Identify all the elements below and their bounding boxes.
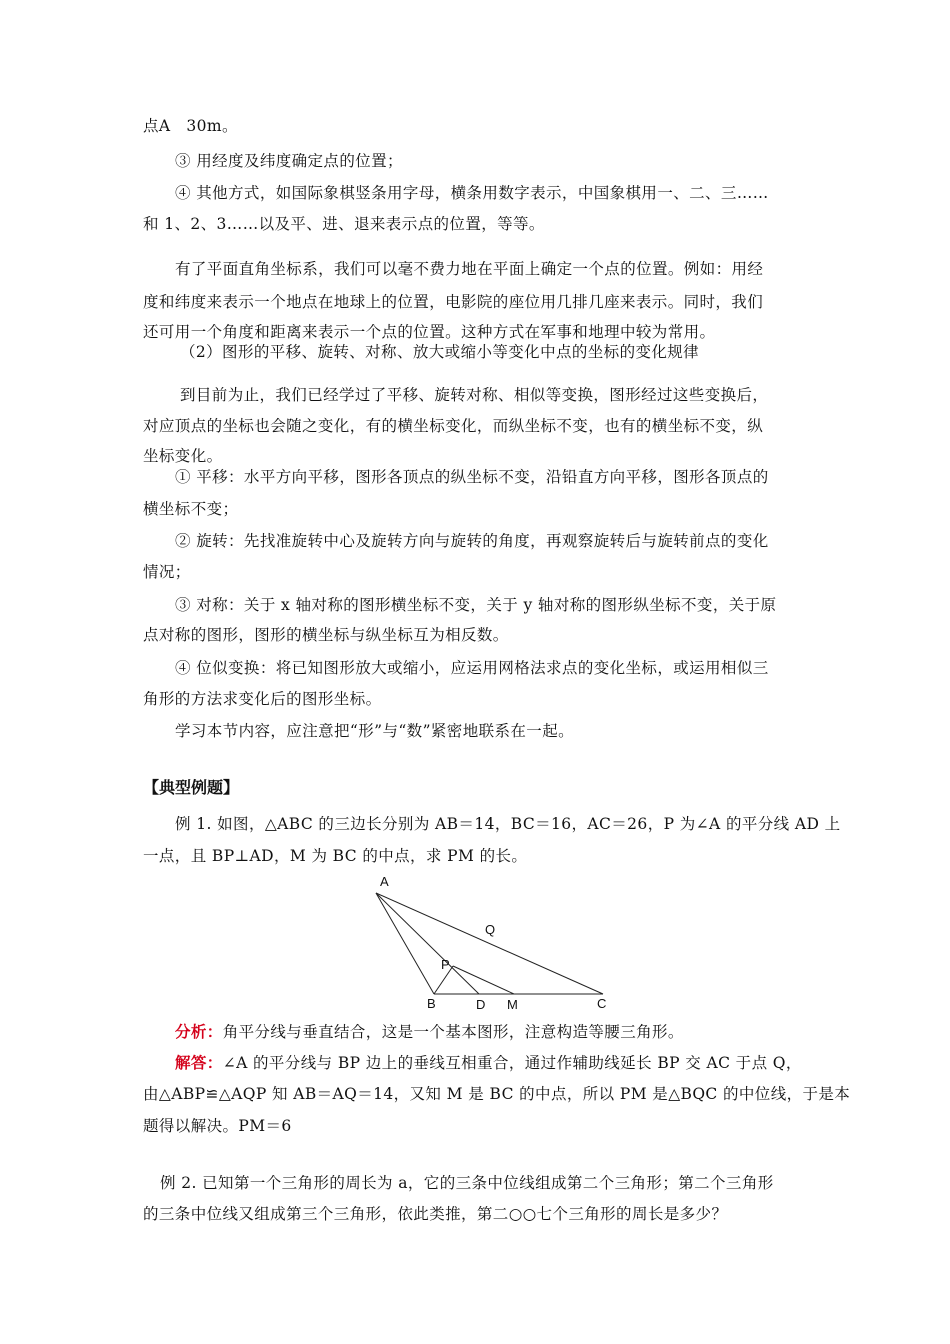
label-p: P bbox=[441, 957, 450, 972]
section-title: （2）图形的平移、旋转、对称、放大或缩小等变化中点的坐标的变化规律 bbox=[180, 343, 700, 361]
text-line: 到目前为止，我们已经学过了平移、旋转对称、相似等变换，图形经过这些变换后， bbox=[180, 386, 769, 404]
text-line: 学习本节内容，应注意把“形”与“数”紧密地联系在一起。 bbox=[175, 722, 574, 740]
text-line: 和 1、2、3……以及平、进、退来表示点的位置，等等。 bbox=[143, 215, 545, 233]
example-2-line: 的三条中位线又组成第三个三角形，依此类推，第二○○七个三角形的周长是多少？ bbox=[143, 1205, 728, 1223]
answer-label: 解答： bbox=[175, 1054, 223, 1072]
example-2-line: 例 2. 已知第一个三角形的周长为 a，它的三条中位线组成第二个三角形；第二个三角形 bbox=[160, 1174, 774, 1192]
label-b: B bbox=[427, 996, 436, 1011]
answer-text: ∠A 的平分线与 BP 边上的垂线互相重合，通过作辅助线延长 BP 交 AC 于点 Q， bbox=[222, 1054, 802, 1072]
list-item: ② 旋转：先找准旋转中心及旋转方向与旋转的角度，再观察旋转后与旋转前点的变化 bbox=[175, 532, 769, 550]
answer-line: 题得以解决。PM＝6 bbox=[143, 1117, 292, 1135]
label-d: D bbox=[476, 997, 486, 1012]
label-m: M bbox=[507, 997, 518, 1012]
example-1-line: 一点，且 BP⊥AD，M 为 BC 的中点，求 PM 的长。 bbox=[143, 847, 528, 865]
label-a: A bbox=[380, 874, 389, 889]
triangle-figure bbox=[360, 870, 620, 1015]
answer-line: 由△ABP≌△AQP 知 AB＝AQ＝14，又知 M 是 BC 的中点，所以 PM 是△BQC 的中位线，于是本 bbox=[143, 1085, 851, 1103]
text-line: 点A 30m。 bbox=[143, 117, 238, 135]
text-line: ④ 其他方式，如国际象棋竖条用字母，横条用数字表示，中国象棋用一、二、三…… bbox=[175, 184, 769, 202]
text-line: 横坐标不变； bbox=[143, 500, 239, 518]
text-line: 有了平面直角坐标系，我们可以毫不费力地在平面上确定一个点的位置。例如：用经 bbox=[175, 260, 764, 278]
segment-ab bbox=[376, 893, 434, 994]
text-line: 度和纬度来表示一个地点在地球上的位置，电影院的座位用几排几座来表示。同时，我们 bbox=[143, 293, 764, 311]
segment-ac bbox=[376, 893, 603, 994]
list-item: ③ 对称：关于 x 轴对称的图形横坐标不变，关于 y 轴对称的图形纵坐标不变，关于原 bbox=[175, 596, 777, 614]
label-c: C bbox=[597, 996, 607, 1011]
segment-ad bbox=[376, 893, 479, 994]
example-1-line: 例 1. 如图，△ABC 的三边长分别为 AB＝14，BC＝16，AC＝26，P 为∠A 的平分线 AD 上 bbox=[175, 815, 841, 833]
text-line: 对应顶点的坐标也会随之变化，有的横坐标变化，而纵坐标不变，也有的横坐标不变，纵 bbox=[143, 417, 764, 435]
analysis-text: 角平分线与垂直结合，这是一个基本图形，注意构造等腰三角形。 bbox=[222, 1023, 684, 1041]
text-line: 点对称的图形，图形的横坐标与纵坐标互为相反数。 bbox=[143, 626, 509, 644]
text-line: 坐标变化。 bbox=[143, 447, 223, 465]
list-item: ④ 位似变换：将已知图形放大或缩小，应运用网格法求点的变化坐标，或运用相似三 bbox=[175, 659, 769, 677]
analysis-label: 分析： bbox=[175, 1023, 223, 1041]
label-q: Q bbox=[485, 922, 496, 937]
text-line: 情况； bbox=[143, 563, 191, 581]
examples-heading: 【典型例题】 bbox=[143, 778, 240, 797]
segment-pm bbox=[453, 966, 514, 994]
text-line: 还可用一个角度和距离来表示一个点的位置。这种方式在军事和地理中较为常用。 bbox=[143, 323, 716, 341]
list-item: ① 平移：水平方向平移，图形各顶点的纵坐标不变，沿铅直方向平移，图形各顶点的 bbox=[175, 468, 769, 486]
analysis-line bbox=[175, 1022, 684, 1042]
text-line: ③ 用经度及纬度确定点的位置； bbox=[175, 152, 403, 170]
text-line: 角形的方法求变化后的图形坐标。 bbox=[143, 690, 382, 708]
answer-line bbox=[175, 1053, 802, 1073]
